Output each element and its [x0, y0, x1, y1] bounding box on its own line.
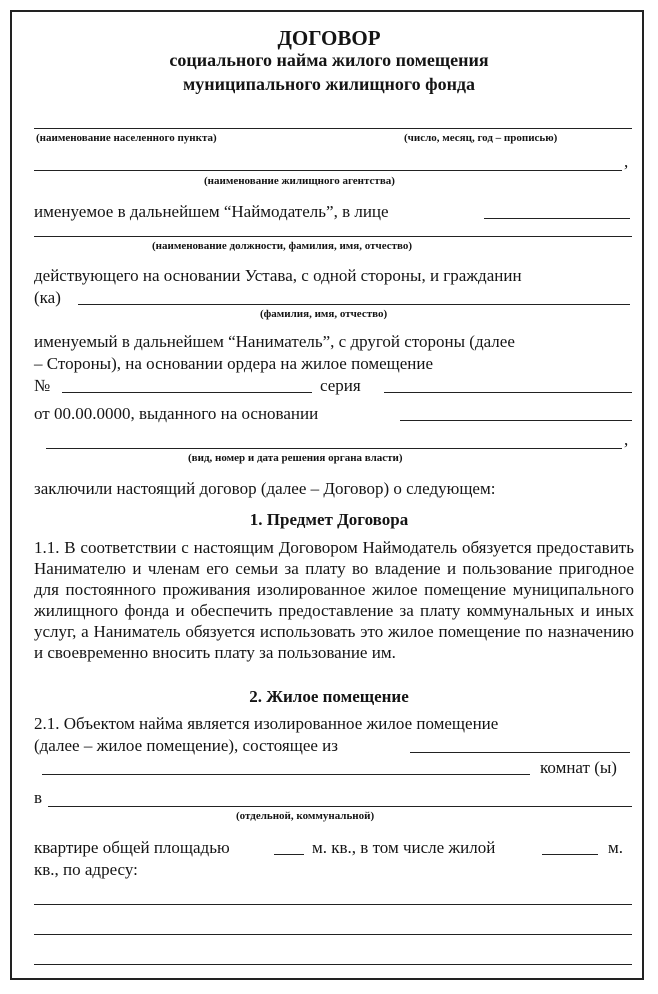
caption-flat-type: (отдельной, коммунальной)	[236, 810, 375, 822]
position-line	[34, 236, 632, 237]
acting-text-2: (ка)	[34, 288, 61, 307]
caption-citizen: (фамилия, имя, отчество)	[260, 308, 388, 320]
caption-date: (число, месяц, год – прописью)	[404, 132, 558, 144]
landlord-text: именуемое в дальнейшем “Наймодатель”, в лице	[34, 202, 389, 221]
address-line-3	[34, 964, 632, 965]
rooms-line	[42, 774, 530, 775]
living-area-line	[542, 854, 598, 855]
section1-heading: 1. Предмет Договора	[249, 510, 409, 529]
document-title: ДОГОВОР	[277, 26, 381, 50]
citizen-line	[78, 304, 630, 305]
address-line-1	[34, 904, 632, 905]
section1-text: 1.1. В соответствии с настоящим Договором Наймодатель обязуется предоставить Нанимателю и членам его семьи за плату во владение и пользование пригодное для постоянного проживания изолированное жилое помещение муниципального жилищного фонда и обеспечить предоставление за плату коммунальных и иных услуг, а Наниматель обязуется использовать это жилое помещение по назначению и своевременно вносить плату за пользование им.	[34, 538, 634, 662]
caption-settlement: (наименование населенного пункта)	[36, 132, 217, 144]
agency-comma: ,	[624, 152, 629, 171]
tenant-text-1: именуемый в дальнейшем “Наниматель”, с другой стороны (далее	[34, 332, 515, 351]
authority-comma: ,	[624, 430, 629, 449]
area-text-2: кв., по адресу:	[34, 860, 138, 879]
contract-document	[10, 10, 644, 980]
landlord-rep-line	[484, 218, 630, 219]
area-text-1: квартире общей площадью	[34, 838, 230, 857]
rooms-label: комнат (ы)	[540, 758, 617, 777]
settlement-date-line	[34, 128, 632, 129]
in-label: в	[34, 788, 43, 807]
address-line-2	[34, 934, 632, 935]
issued-text: от 00.00.0000, выданного на основании	[34, 404, 319, 423]
tenant-text-2: – Стороны), на основании ордера на жилое помещение	[34, 354, 434, 373]
series-label: серия	[320, 376, 361, 395]
section2-line2: (далее – жилое помещение), состоящее из	[34, 736, 338, 755]
composition-line	[410, 752, 630, 753]
sqm-text-1: м. кв., в том числе жилой	[312, 838, 496, 857]
section2-line1: 2.1. Объектом найма является изолированное жилое помещение	[34, 714, 499, 733]
issued-basis-line	[400, 420, 632, 421]
sqm-text-2: м.	[608, 838, 624, 857]
document-subtitle-line1: социального найма жилого помещения	[169, 50, 489, 70]
caption-authority: (вид, номер и дата решения органа власти)	[188, 452, 403, 464]
acting-text-1: действующего на основании Устава, с одной стороны, и гражданин	[34, 266, 522, 285]
section2-heading: 2. Жилое помещение	[249, 687, 409, 706]
flat-type-line	[48, 806, 632, 807]
total-area-line	[274, 854, 304, 855]
authority-line	[46, 448, 622, 449]
caption-position: (наименование должности, фамилия, имя, отчество)	[152, 240, 413, 252]
number-sign: №	[34, 376, 51, 395]
document-subtitle-line2: муниципального жилищного фонда	[182, 74, 476, 94]
order-number-line	[62, 392, 312, 393]
concluded-text: заключили настоящий договор (далее – Договор) о следующем:	[34, 479, 496, 498]
caption-agency: (наименование жилищного агентства)	[204, 175, 395, 187]
agency-line	[34, 170, 622, 171]
series-line	[384, 392, 632, 393]
